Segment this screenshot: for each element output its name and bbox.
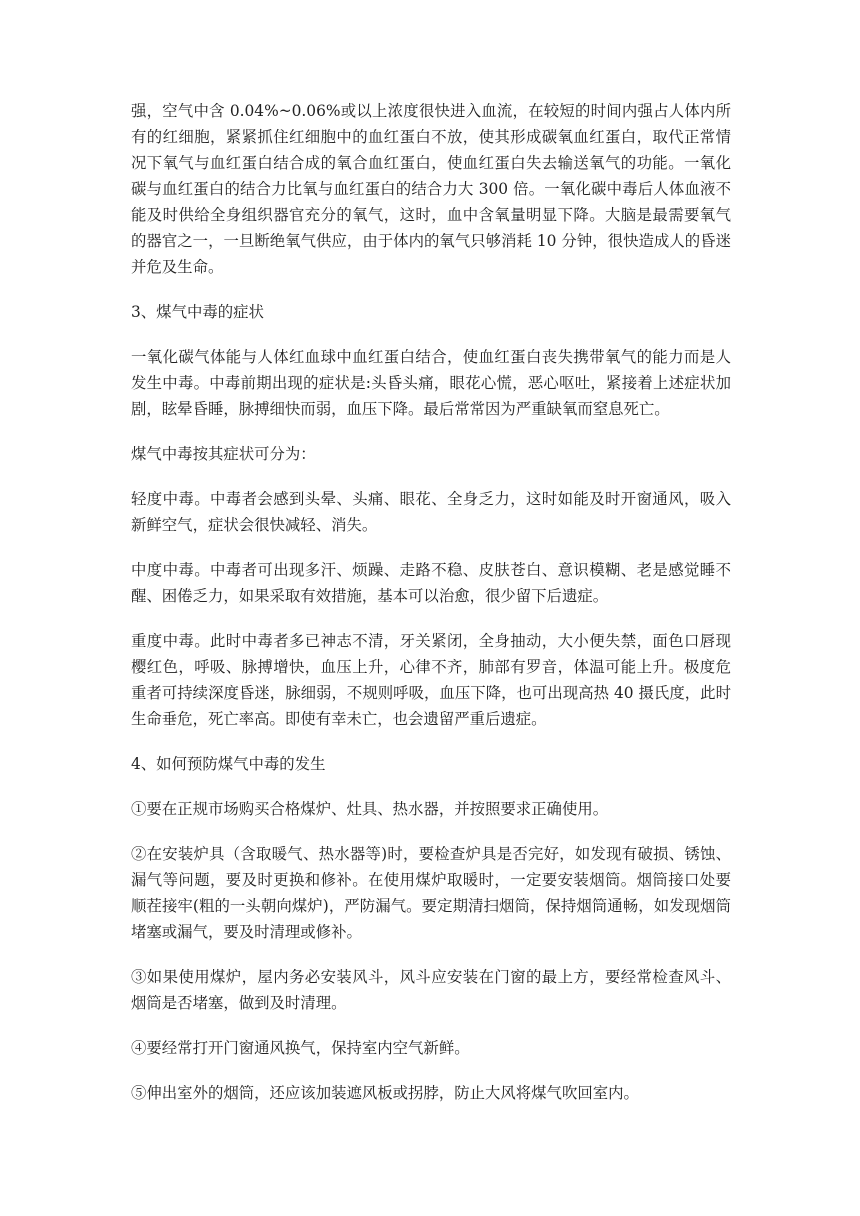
section-heading-symptoms: 3、煤气中毒的症状: [131, 303, 264, 321]
document-body: [131, 98, 731, 1125]
paragraph-symptoms-overview: 一氧化碳气体能与人体红血球中血红蛋白结合，使血红蛋白丧失携带氧气的能力而是人发生中毒。中毒前期出现的症状是:头昏头痛，眼花心慌，恶心呕吐，紧接着上述症状加剧，眩晕昏睡，脉搏细快而弱，血压下降。最后常常因为严重缺氧而窒息死亡。: [131, 348, 731, 418]
prevention-item-2: ②在安装炉具（含取暖气、热水器等)时，要检查炉具是否完好，如发现有破损、锈蚀、漏气等问题，要及时更换和修补。在使用煤炉取暖时，一定要安装烟筒。烟筒接口处要顺茬接牢(粗的一头朝向煤炉)，严防漏气。要定期清扫烟筒，保持烟筒通畅，如发现烟筒堵塞或漏气，要及时清理或修补。: [131, 845, 731, 941]
prevention-item-5: ⑤伸出室外的烟筒，还应该加装遮风板或拐脖，防止大风将煤气吹回室内。: [131, 1084, 639, 1102]
prevention-item-3: ③如果使用煤炉，屋内务必安装风斗，风斗应安装在门窗的最上方，要经常检查风斗、烟筒是否堵塞，做到及时清理。: [131, 968, 731, 1012]
paragraph-severe-poisoning: 重度中毒。此时中毒者多已神志不清，牙关紧闭，全身抽动，大小便失禁，面色口唇现樱红色，呼吸、脉搏增快，血压上升，心律不齐，肺部有罗音，体温可能上升。极度危重者可持续深度昏迷，脉细弱，不规则呼吸，血压下降，也可出现高热 40 摄氏度，此时生命垂危，死亡率高。即使有幸未亡，也会遗留严重后遗症。: [131, 632, 731, 728]
paragraph-classification-intro: 煤气中毒按其症状可分为：: [131, 445, 316, 463]
paragraph-co-poisoning-mechanism: 强，空气中含 0.04%~0.06%或以上浓度很快进入血流，在较短的时间内强占人体内所有的红细胞，紧紧抓住红细胞中的血红蛋白不放，使其形成碳氧血红蛋白，取代正常情况下氧气与血红蛋白结合成的氧合血红蛋白，使血红蛋白失去输送氧气的功能。一氧化碳与血红蛋白的结合力比氧与血红蛋白的结合力大 300 倍。一氧化碳中毒后人体血液不能及时供给全身组织器官充分的氧气，这时，血中含氧量明显下降。大脑是最需要氧气的器官之一，一旦断绝氧气供应，由于体内的氧气只够消耗 10 分钟，很快造成人的昏迷并危及生命。: [131, 102, 731, 276]
section-heading-prevention: 4、如何预防煤气中毒的发生: [131, 755, 326, 773]
paragraph-moderate-poisoning: 中度中毒。中毒者可出现多汗、烦躁、走路不稳、皮肤苍白、意识模糊、老是感觉睡不醒、困倦乏力，如果采取有效措施，基本可以治愈，很少留下后遗症。: [131, 561, 731, 605]
prevention-item-1: ①要在正规市场购买合格煤炉、灶具、热水器，并按照要求正确使用。: [131, 800, 609, 818]
paragraph-mild-poisoning: 轻度中毒。中毒者会感到头晕、头痛、眼花、全身乏力，这时如能及时开窗通风，吸入新鲜空气，症状会很快减轻、消失。: [131, 490, 731, 534]
prevention-item-4: ④要经常打开门窗通风换气，保持室内空气新鲜。: [131, 1039, 470, 1057]
